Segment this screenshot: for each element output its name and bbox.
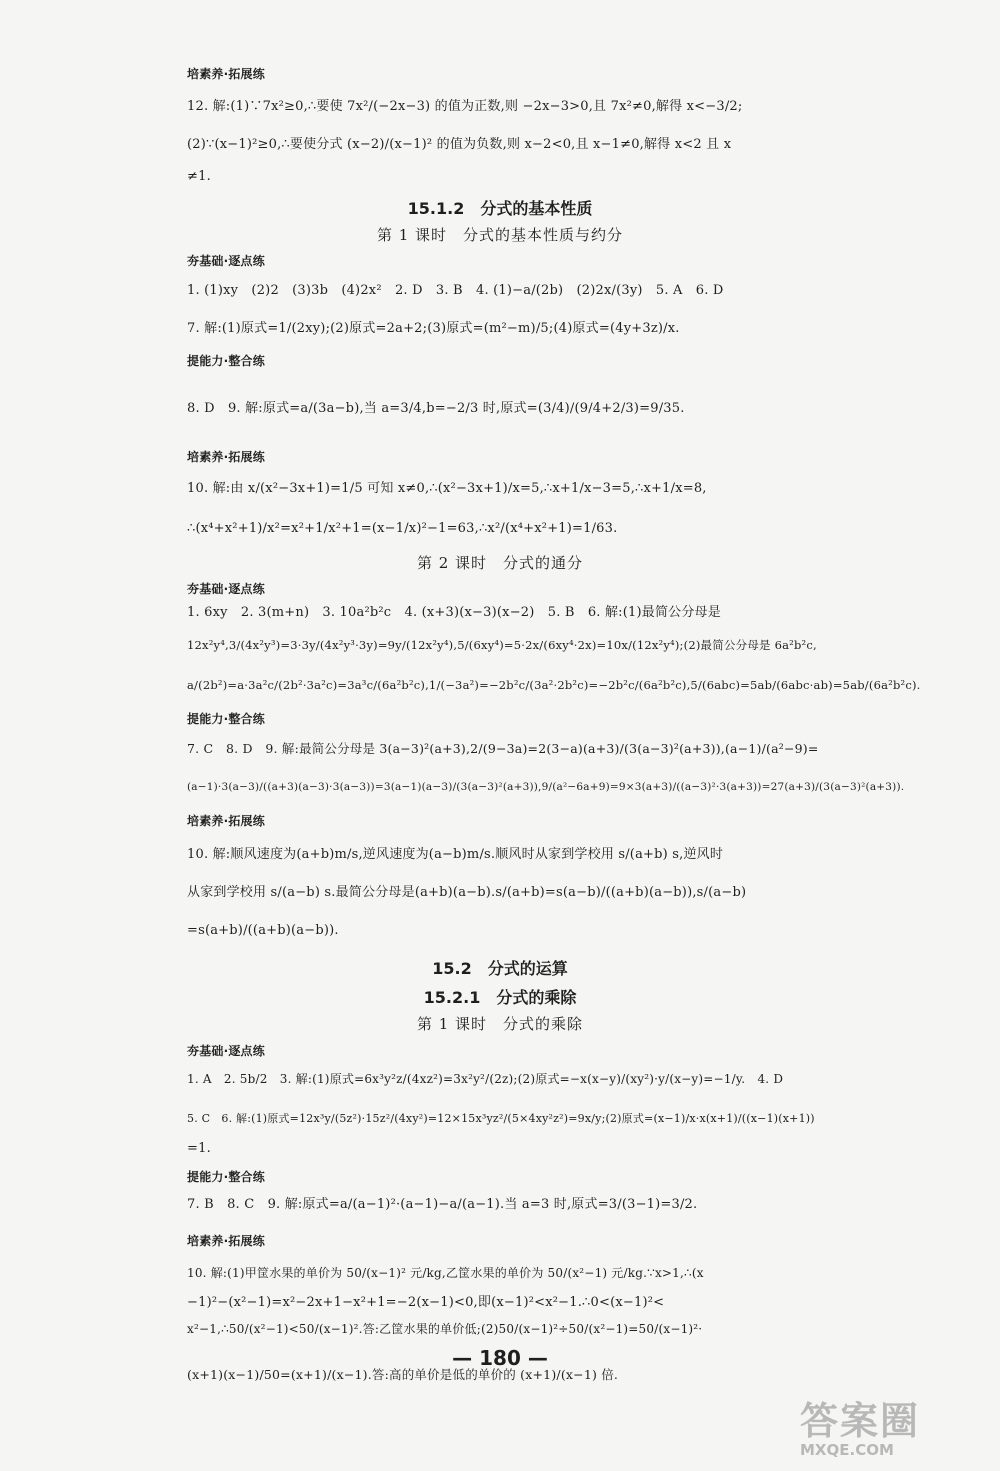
answer-line: 7. C 8. D 9. 解:最简公分母是 3(a−3)²(a+3),2/(9−3a)=2(3−a)(a+3)/(3(a−3)²(a+3)),(a−1)/(a²−9)=: [187, 741, 819, 756]
answer-line: =s(a+b)/((a+b)(a−b)).: [187, 923, 339, 938]
answer-line: 10. 解:由 x/(x²−3x+1)=1/5 可知 x≠0,∴(x²−3x+1)/x=5,∴x+1/x−3=5,∴x+1/x=8,: [187, 481, 707, 496]
answer-line: 12. 解:(1)∵7x²≥0,∴要使 7x²/(−2x−3) 的值为正数,则 −2x−3>0,且 7x²≠0,解得 x<−3/2;: [187, 99, 743, 114]
watermark-url: MXQE.COM: [800, 1441, 894, 1459]
answer-line: x²−1,∴50/(x²−1)<50/(x−1)².答:乙筐水果的单价低;(2)50/(x−1)²÷50/(x²−1)=50/(x−1)²·: [187, 1322, 703, 1336]
answer-line: 1. 6xy 2. 3(m+n) 3. 10a²b²c 4. (x+3)(x−3)(x−2) 5. B 6. 解:(1)最简公分母是: [187, 605, 721, 620]
answer-line: 8. D 9. 解:原式=a/(3a−b),当 a=3/4,b=−2/3 时,原式=(3/4)/(9/4+2/3)=9/35.: [187, 401, 685, 416]
answer-line: 12x²y⁴,3/(4x²y³)=3·3y/(4x²y³·3y)=9y/(12x²y⁴),5/(6xy⁴)=5·2x/(6xy⁴·2x)=10x/(12x²y⁴);(2)最简公分母是 6a²b²c,: [187, 638, 817, 652]
answer-line: 5. C 6. 解:(1)原式=12x³y/(5z²)·15z²/(4xy²)=12×15x³yz²/(5×4xy²z²)=9x/y;(2)原式=(x−1)/x·x(x+1)/((x−1)(x+1)): [187, 1112, 815, 1125]
answer-line: 10. 解:顺风速度为(a+b)m/s,逆风速度为(a−b)m/s.顺风时从家到学校用 s/(a+b) s,逆风时: [187, 847, 724, 862]
section-heading: 15.2 分式的运算: [432, 959, 568, 978]
answer-line: 7. 解:(1)原式=1/(2xy);(2)原式=2a+2;(3)原式=(m²−m)/5;(4)原式=(4y+3z)/x.: [187, 321, 680, 336]
answer-line: 10. 解:(1)甲筐水果的单价为 50/(x−1)² 元/kg,乙筐水果的单价为 50/(x²−1) 元/kg.∵x>1,∴(x: [187, 1266, 704, 1280]
section-label: 培素养·拓展练: [187, 1234, 265, 1248]
subsection-heading: 15.2.1 分式的乘除: [423, 988, 577, 1007]
answer-line: a/(2b²)=a·3a²c/(2b²·3a²c)=3a³c/(6a²b²c),1/(−3a²)=−2b²c/(3a²·2b²c)=−2b²c/(6a²b²c),5/(6abc)=5ab/(6abc·ab)=5ab/(6a²b²c).: [187, 678, 921, 692]
answer-line: 从家到学校用 s/(a−b) s.最简公分母是(a+b)(a−b).s/(a+b)=s(a−b)/((a+b)(a−b)),s/(a−b): [187, 885, 747, 900]
answer-line: (x+1)(x−1)/50=(x+1)/(x−1).答:高的单价是低的单价的 (x+1)/(x−1) 倍.: [187, 1367, 619, 1382]
section-label: 培素养·拓展练: [187, 450, 265, 464]
section-label: 提能力·整合练: [187, 354, 265, 368]
answer-line: =1.: [187, 1141, 211, 1156]
section-label: 夯基础·逐点练: [187, 1044, 265, 1058]
answer-line: (2)∵(x−1)²≥0,∴要使分式 (x−2)/(x−1)² 的值为负数,则 x−2<0,且 x−1≠0,解得 x<2 且 x: [187, 137, 732, 152]
answer-line: (a−1)·3(a−3)/((a+3)(a−3)·3(a−3))=3(a−1)(a−3)/(3(a−3)²(a+3)),9/(a²−6a+9)=9×3(a+3)/((a−3)²·3(a+3))=27(a+3)/(3(a−3)²(a+3)).: [187, 781, 905, 793]
answer-line: 1. (1)xy (2)2 (3)3b (4)2x² 2. D 3. B 4. (1)−a/(2b) (2)2x/(3y) 5. A 6. D: [187, 283, 724, 298]
watermark-logo: [800, 1390, 970, 1460]
section-heading: 15.1.2 分式的基本性质: [407, 199, 593, 218]
watermark-text: 答案圈: [800, 1399, 921, 1443]
answer-line: −1)²−(x²−1)=x²−2x+1−x²+1=−2(x−1)<0,即(x−1)²<x²−1.∴0<(x−1)²<: [187, 1295, 665, 1310]
section-label: 培素养·拓展练: [187, 814, 265, 828]
answer-line: 7. B 8. C 9. 解:原式=a/(a−1)²·(a−1)−a/(a−1).当 a=3 时,原式=3/(3−1)=3/2.: [187, 1197, 698, 1212]
section-label: 提能力·整合练: [187, 712, 265, 726]
lesson-heading: 第 2 课时 分式的通分: [416, 554, 584, 572]
section-label: 夯基础·逐点练: [187, 582, 265, 596]
lesson-heading: 第 1 课时 分式的乘除: [416, 1015, 584, 1033]
page-number: — 180 —: [452, 1346, 548, 1370]
answer-line: 1. A 2. 5b/2 3. 解:(1)原式=6x³y²z/(4xz²)=3x²y²/(2z);(2)原式=−x(x−y)/(xy²)·y/(x−y)=−1/y. 4. D: [187, 1072, 784, 1086]
lesson-heading: 第 1 课时 分式的基本性质与约分: [376, 226, 624, 244]
section-label: 提能力·整合练: [187, 1170, 265, 1184]
answer-line: ∴(x⁴+x²+1)/x²=x²+1/x²+1=(x−1/x)²−1=63,∴x²/(x⁴+x²+1)=1/63.: [187, 521, 618, 536]
section-label: 夯基础·逐点练: [187, 254, 265, 268]
answer-line: ≠1.: [187, 169, 211, 184]
section-label: 培素养·拓展练: [187, 67, 265, 81]
